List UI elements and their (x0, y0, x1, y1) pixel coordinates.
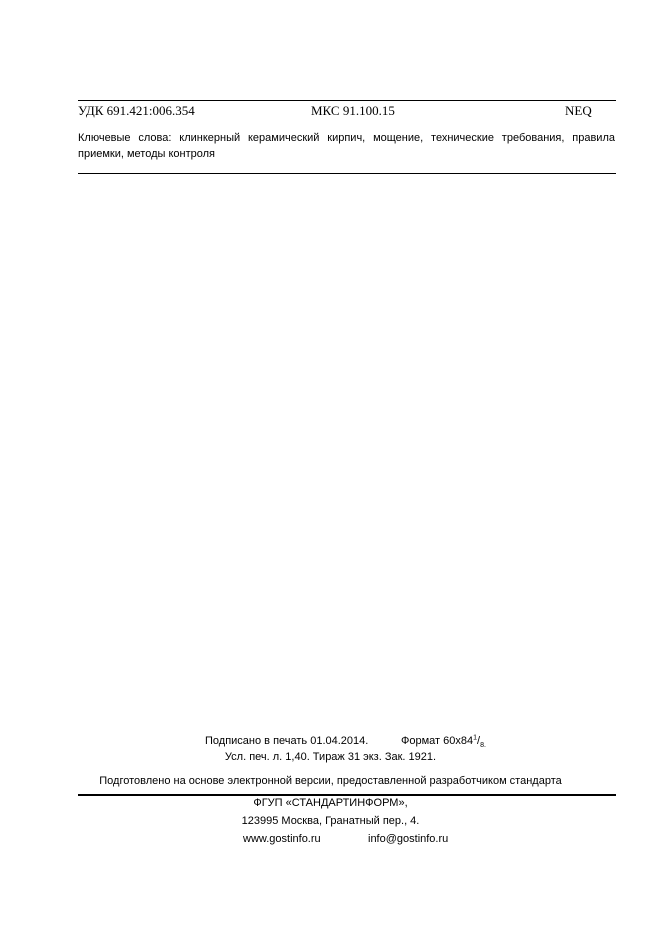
print-format: Формат $60х84^1/_{8.}$ (401, 734, 486, 750)
keywords-rule (78, 173, 616, 174)
format-subscript: 8. (480, 742, 486, 750)
neq-label: NEQ (565, 103, 592, 118)
prepared-note: Подготовлено на основе электронной версии, предоставленной разработчиком стандарта (99, 775, 562, 787)
publisher-name: ФГУП «СТАНДАРТИНФОРМ», (253, 797, 408, 809)
publisher-website[interactable]: www.gostinfo.ru (243, 833, 321, 845)
format-label: Формат 60х84 (401, 735, 474, 747)
print-info: Усл. печ. л. 1,40. Тираж 31 экз. Зак. 1921. (224, 751, 437, 763)
publisher-address: 123995 Москва, Гранатный пер., 4. (241, 815, 420, 827)
publisher-email[interactable]: info@gostinfo.ru (368, 833, 449, 845)
publisher-rule (78, 794, 616, 796)
top-rule (78, 100, 616, 101)
keywords-text: Ключевые слова: клинкерный керамический кирпич, мощение, технические требования, правила приемки, методы контроля (78, 132, 615, 160)
format-superscript: 1 (473, 734, 478, 742)
udk-code: УДК 691.421:006.354 (78, 103, 195, 118)
signed-date: Подписано в печать 01.04.2014. (205, 735, 369, 747)
mks-code: МКС 91.100.15 (311, 103, 395, 118)
